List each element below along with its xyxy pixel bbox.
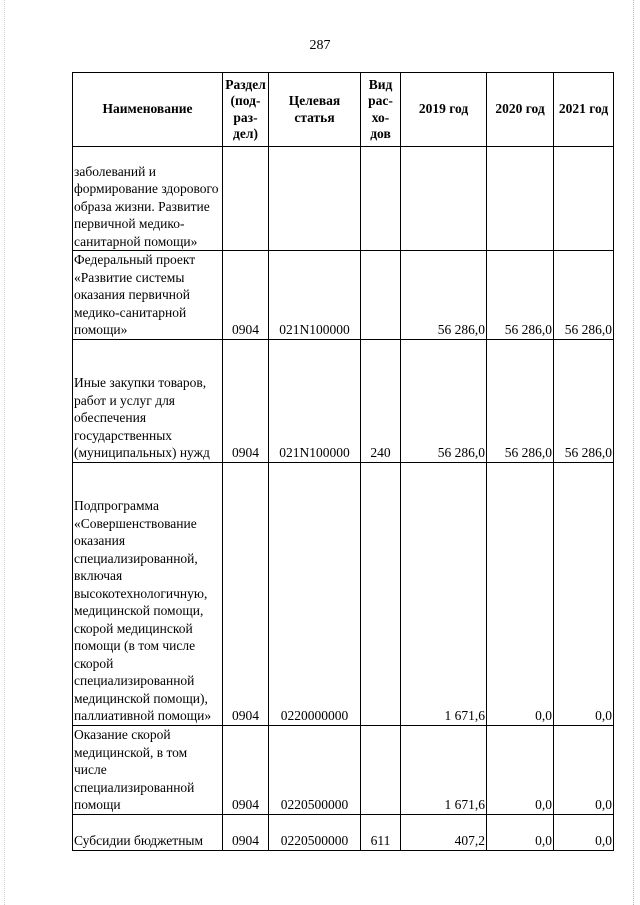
header-year-2021: 2021 год — [554, 73, 614, 147]
row-2021: 0,0 — [554, 814, 614, 850]
header-section: Раздел (под-раз-дел) — [223, 73, 269, 147]
row-2020: 56 286,0 — [487, 251, 554, 340]
row-expense-type — [361, 251, 401, 340]
row-target: 0220500000 — [269, 725, 361, 814]
row-name: Подпрограмма «Совершенствование оказания специализированной, включая высокотехнологичную, медицинской помощи, скорой медицинской помощи (в том числе скорой специализированной медицинской помощи), паллиативной помощи» — [73, 462, 223, 725]
table-row — [73, 251, 614, 340]
row-target: 0220000000 — [269, 462, 361, 725]
row-expense-type: 240 — [361, 339, 401, 462]
row-target: 021N100000 — [269, 251, 361, 340]
row-2019: 407,2 — [401, 814, 487, 850]
row-section: 0904 — [223, 725, 269, 814]
row-2020: 0,0 — [487, 725, 554, 814]
row-target: 0220500000 — [269, 814, 361, 850]
row-2019 — [401, 147, 487, 251]
row-target — [269, 147, 361, 251]
row-2019: 1 671,6 — [401, 725, 487, 814]
row-2019: 56 286,0 — [401, 339, 487, 462]
row-2021: 56 286,0 — [554, 251, 614, 340]
row-expense-type — [361, 462, 401, 725]
table-row — [73, 725, 614, 814]
row-section: 0904 — [223, 814, 269, 850]
row-section: 0904 — [223, 462, 269, 725]
row-expense-type: 611 — [361, 814, 401, 850]
scan-left-edge — [4, 0, 6, 905]
row-name: Субсидии бюджетным — [73, 814, 223, 850]
row-expense-type — [361, 725, 401, 814]
row-2019: 1 671,6 — [401, 462, 487, 725]
row-name: Оказание скорой медицинской, в том числе специализированной помощи — [73, 725, 223, 814]
row-section — [223, 147, 269, 251]
table-row — [73, 462, 614, 725]
row-expense-type — [361, 147, 401, 251]
row-name: Иные закупки товаров, работ и услуг для обеспечения государственных (муниципальных) нужд — [73, 339, 223, 462]
table-row — [73, 814, 614, 850]
header-year-2020: 2020 год — [487, 73, 554, 147]
row-2021 — [554, 147, 614, 251]
budget-table — [72, 72, 614, 851]
row-section: 0904 — [223, 251, 269, 340]
header-expense-type: Вид рас-хо-дов — [361, 73, 401, 147]
row-section: 0904 — [223, 339, 269, 462]
row-target: 021N100000 — [269, 339, 361, 462]
row-2019: 56 286,0 — [401, 251, 487, 340]
row-2020: 0,0 — [487, 814, 554, 850]
table-header-row — [73, 73, 614, 147]
row-2021: 0,0 — [554, 725, 614, 814]
table-row — [73, 147, 614, 251]
row-name: Федеральный проект «Развитие системы оказания первичной медико-санитарной помощи» — [73, 251, 223, 340]
row-name: заболеваний и формирование здорового образа жизни. Развитие первичной медико-санитарной помощи» — [73, 147, 223, 251]
header-name: Наименование — [73, 73, 223, 147]
header-year-2019: 2019 год — [401, 73, 487, 147]
scan-right-edge — [632, 0, 634, 905]
row-2020: 56 286,0 — [487, 339, 554, 462]
row-2020: 0,0 — [487, 462, 554, 725]
header-target: Целевая статья — [269, 73, 361, 147]
row-2021: 0,0 — [554, 462, 614, 725]
row-2021: 56 286,0 — [554, 339, 614, 462]
row-2020 — [487, 147, 554, 251]
page-number: 287 — [309, 38, 331, 53]
table-row — [73, 339, 614, 462]
